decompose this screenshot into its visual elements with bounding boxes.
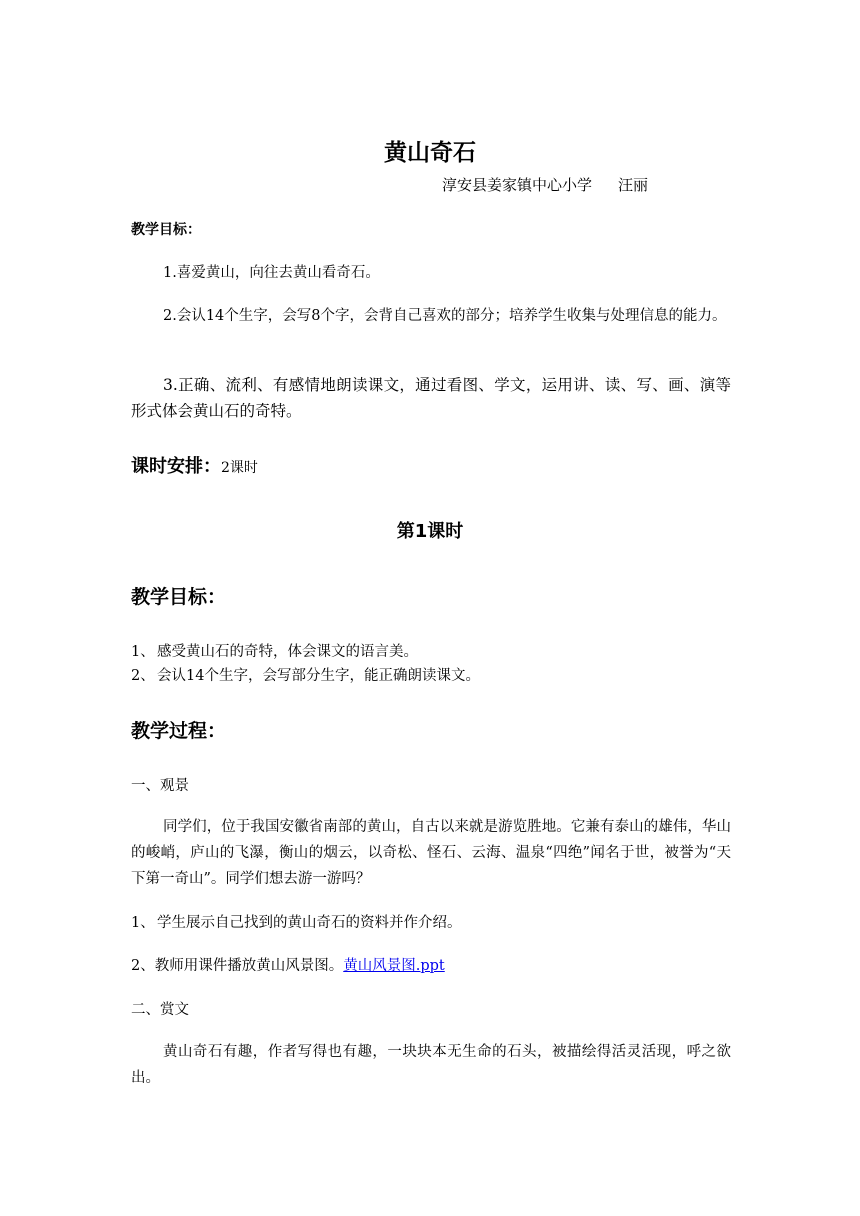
lesson-goal-item: [131, 640, 418, 661]
step-num: 1、: [131, 915, 155, 931]
ppt-link[interactable]: 黄山风景图.ppt: [343, 958, 445, 974]
step-item-2: [131, 954, 445, 975]
step-item: [131, 911, 462, 932]
schedule-line: [131, 452, 258, 478]
section2-paragraph: 黄山奇石有趣，作者写得也有趣，一块块本无生命的石头，被描绘得活灵活现，呼之欲出。: [131, 1044, 731, 1086]
lesson-goal-item: [131, 664, 480, 685]
lesson-goal-text: 会认14个生字，会写部分生字，能正确朗读课文。: [157, 668, 480, 684]
section1-paragraph: 同学们，位于我国安徽省南部的黄山，自古以来就是游览胜地。它兼有泰山的雄伟，华山的峻峭，庐山的飞瀑，衡山的烟云，以奇松、怪石、云海、温泉“四绝”闻名于世，被誉为“天下第一奇山”。同学们想去游一游吗？: [131, 819, 731, 887]
lesson-heading: 第1课时: [396, 521, 464, 542]
document-title: 黄山奇石: [384, 140, 476, 166]
lesson-goal-num: 2、: [131, 668, 155, 684]
author-name: 汪丽: [618, 176, 649, 194]
goals-heading: 教学目标：: [131, 222, 201, 238]
goal-item-3: 3.正确、流利、有感情地朗读课文，通过看图、学文，运用讲、读、写、画、演等形式体会黄山石的奇特。: [131, 376, 731, 420]
process-heading: 教学过程：: [131, 720, 227, 742]
lesson-goal-num: 1、: [131, 644, 155, 660]
step-text: 学生展示自己找到的黄山奇石的资料并作介绍。: [157, 915, 462, 931]
step2-text: 2、教师用课件播放黄山风景图。: [131, 958, 344, 974]
schedule-label: 课时安排：: [131, 456, 221, 477]
section1-heading: 一、观景: [131, 778, 189, 794]
goal-item-2: 2.会认14个生字，会写8个字，会背自己喜欢的部分；培养学生收集与处理信息的能力。: [163, 308, 727, 324]
author-school: 淳安县姜家镇中心小学: [442, 176, 593, 194]
goal-item-1: 1.喜爱黄山，向往去黄山看奇石。: [163, 265, 380, 281]
author-line: [442, 174, 648, 195]
section2-heading: 二、赏文: [131, 1002, 189, 1018]
schedule-value: 2课时: [221, 460, 258, 476]
lesson-goals-heading: 教学目标：: [131, 586, 227, 608]
lesson-goal-text: 感受黄山石的奇特，体会课文的语言美。: [157, 644, 418, 660]
